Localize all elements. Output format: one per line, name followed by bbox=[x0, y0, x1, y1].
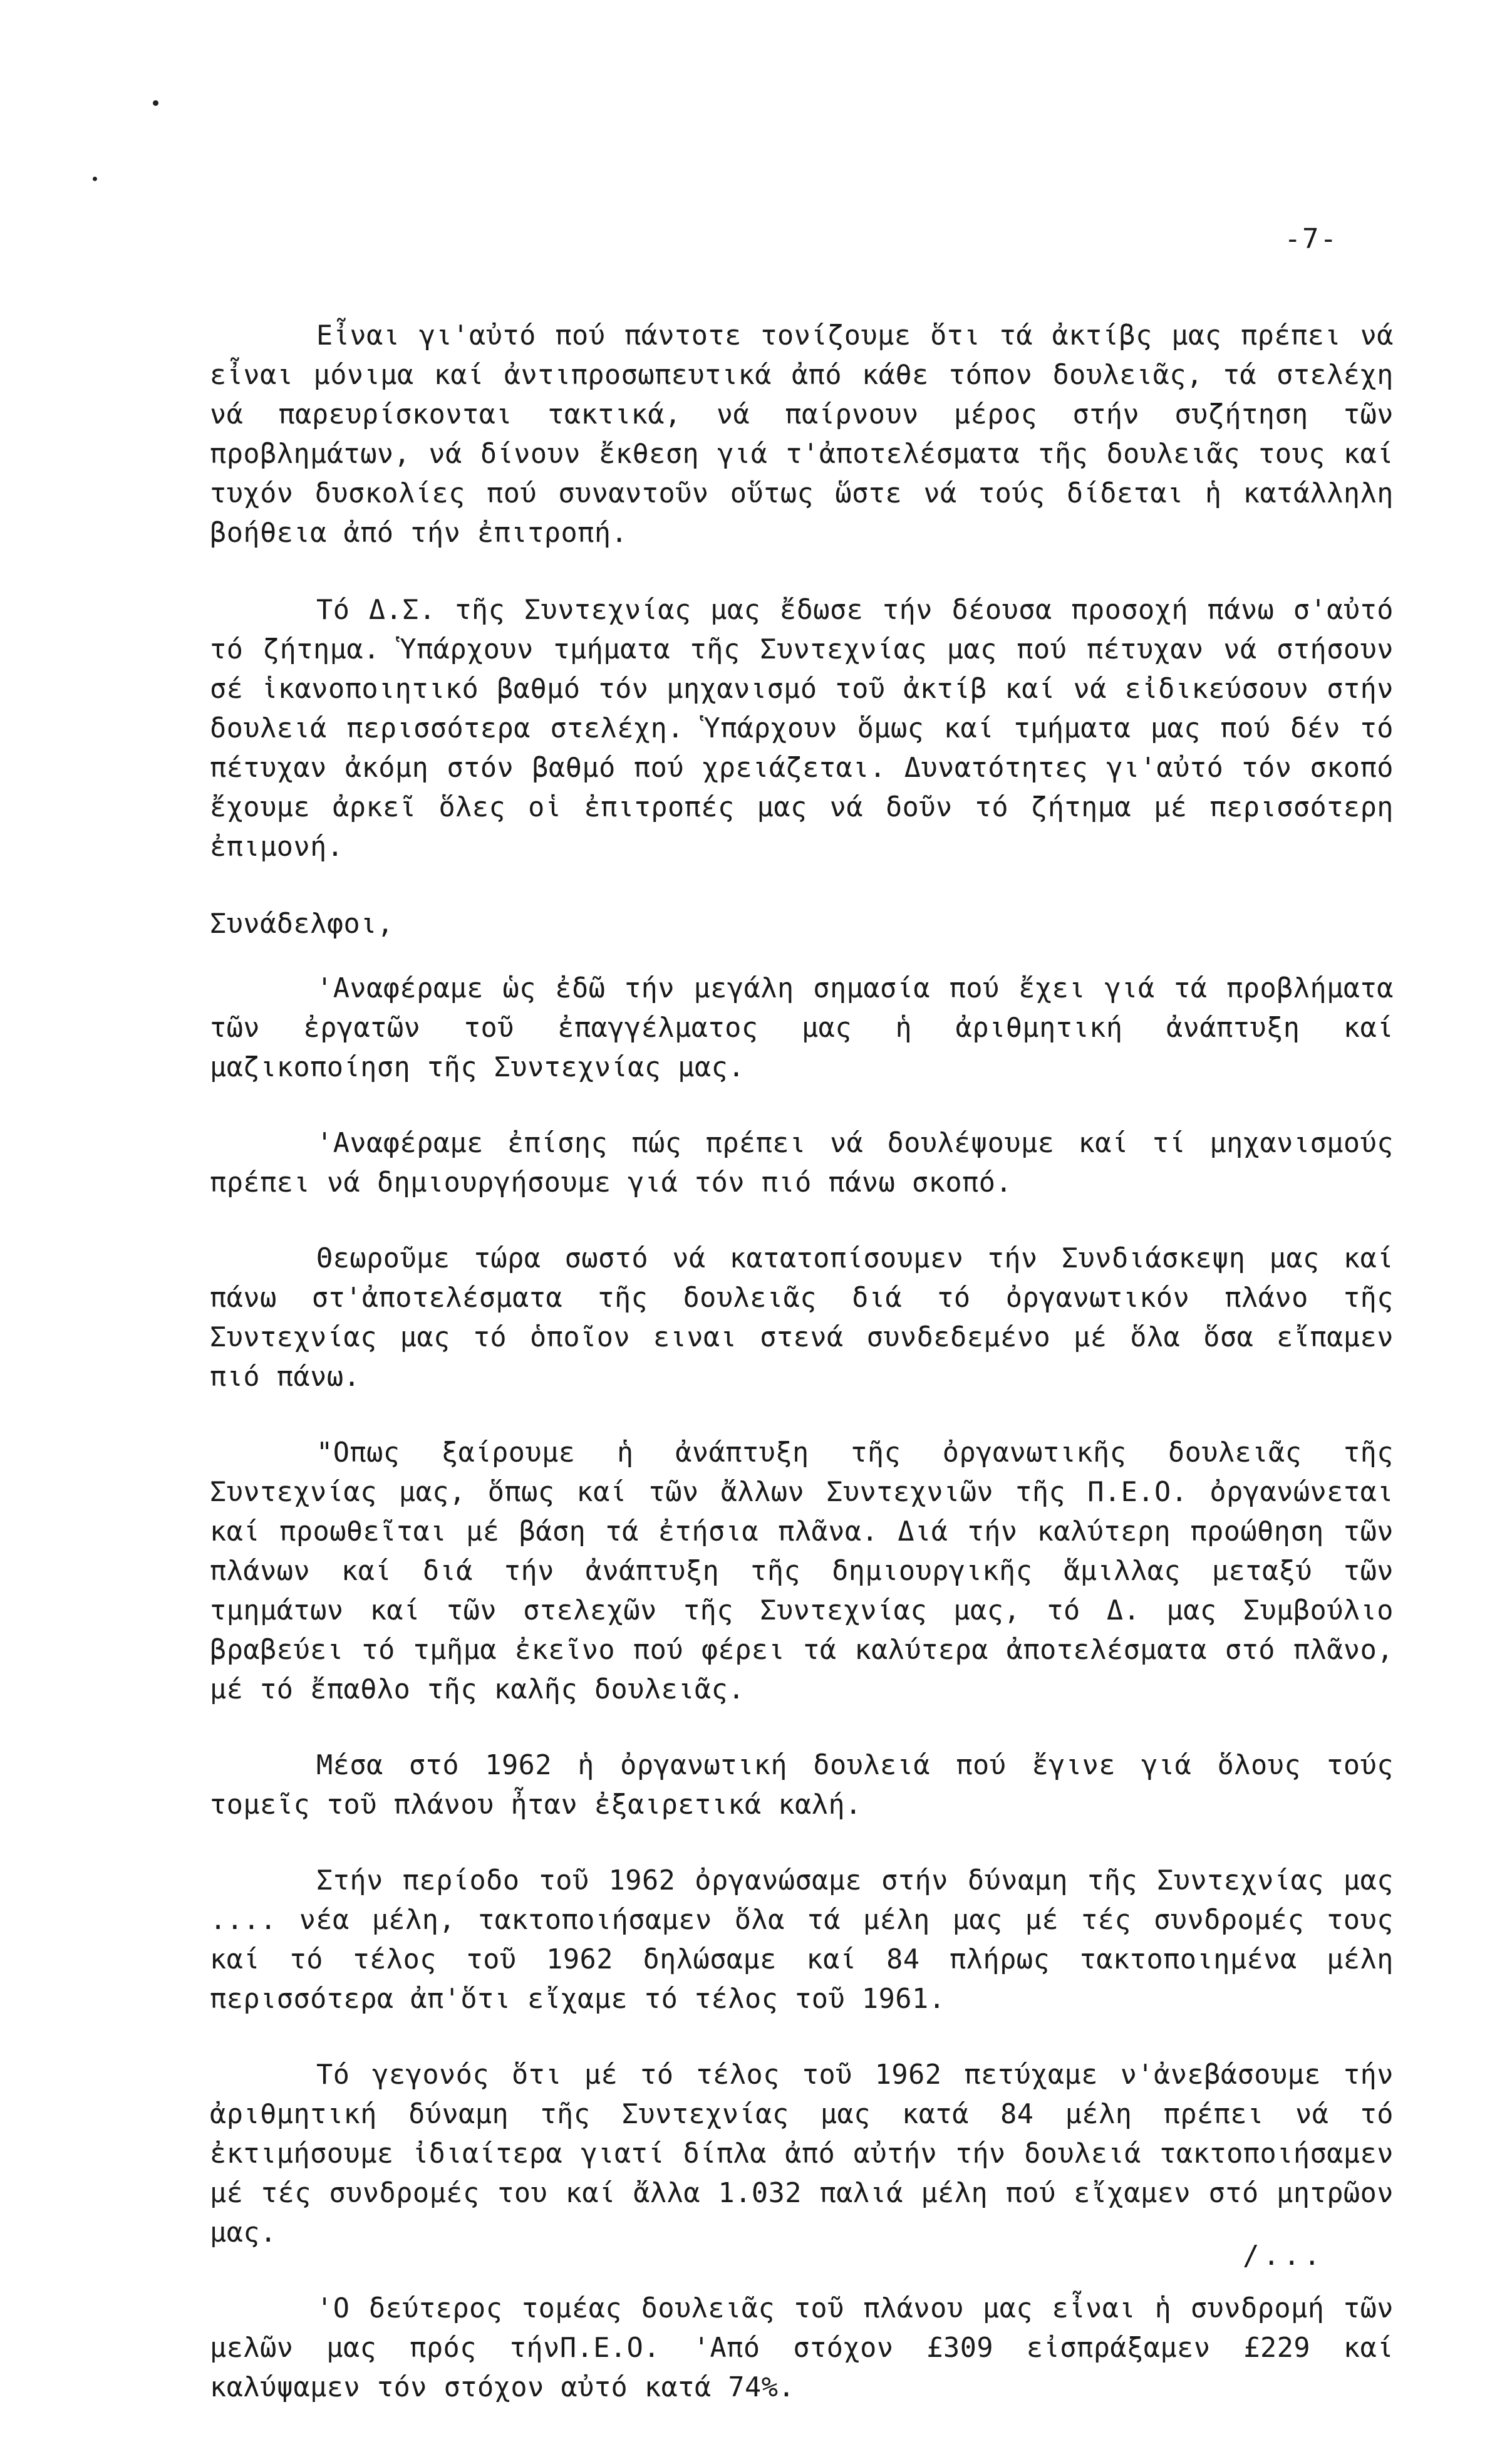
paragraph-organisational-plan: Θεωροῦμε τώρα σωστό νά κατατοπίσουμεν τήν Συνδιάσκεψη μας καί πάνω στ'ἀποτελέσματα τῆς δουλειᾶς διά τό ὀργανωτικόν πλάνο τῆς Συντεχνίας μας τό ὁποῖον ειναι στενά συνδεδεμένο μέ ὅλα ὅσα εἴπαμεν πιό πάνω. bbox=[210, 1243, 1394, 1393]
document-body bbox=[210, 316, 1394, 2444]
paragraph-contributions: 'Ο δεύτερος τομέας δουλειᾶς τοῦ πλάνου μας εἶναι ἡ συνδρομή τῶν μελῶν μας πρός τήνΠ.Ε.Ο. 'Από στόχον £309 εἰσπράξαμεν £229 καί καλύψαμεν τόν στόχον αὐτό κατά 74%. bbox=[210, 2293, 1394, 2403]
paragraph-mechanisms: 'Αναφέραμε ἐπίσης πώς πρέπει νά δουλέψουμε καί τί μηχανισμούς πρέπει νά δημιουργήσουμε γιά τόν πιό πάνω σκοπό. bbox=[210, 1128, 1394, 1198]
paragraph-1962-members: Στήν περίοδο τοῦ 1962 ὀργανώσαμε στήν δύναμη τῆς Συντεχνίας μας .... νέα μέλη, τακτοποιήσαμεν ὅλα τά μέλη μας μέ τές συνδρομές τους καί τό τέλος τοῦ 1962 δηλώσαμε καί 84 πλήρως τακτοποιημένα μέλη περισσότερα ἀπ'ὅτι εἴχαμε τό τέλος τοῦ 1961. bbox=[210, 1865, 1394, 2015]
paragraph-numerical-growth: 'Αναφέραμε ὡς ἐδῶ τήν μεγάλη σημασία πού ἔχει γιά τά προβλήματα τῶν ἐργατῶν τοῦ ἐπαγγέλματος μας ἡ ἀριθμητική ἀνάπτυξη καί μαζικοποίηση τῆς Συντεχνίας μας. bbox=[210, 973, 1394, 1083]
margin-mark bbox=[93, 177, 97, 181]
margin-mark bbox=[153, 100, 158, 106]
paragraph-activists: Εἶναι γι'αὐτό πού πάντοτε τονίζουμε ὅτι τά ἀκτίβς μας πρέπει νά εἶναι μόνιμα καί ἀντιπροσωπευτικά ἀπό κάθε τόπον δουλειᾶς, τά στελέχη νά παρευρίσκονται τακτικά, νά παίρνουν μέρος στήν συζήτηση τῶν προβλημάτων, νά δίνουν ἔκθεση γιά τ'ἀποτελέσματα τῆς δουλειᾶς τους καί τυχόν δυσκολίες πού συναντοῦν οὕτως ὥστε νά τούς δίδεται ἡ κατάλληλη βοήθεια ἀπό τήν ἐπιτροπή. bbox=[210, 320, 1394, 549]
continuation-mark: /... bbox=[1243, 2240, 1324, 2272]
salutation: Συνάδελφοι, bbox=[210, 908, 394, 940]
paragraph-board-attention: Τό Δ.Σ. τῆς Συντεχνίας μας ἔδωσε τήν δέουσα προσοχή πάνω σ'αὐτό τό ζήτημα. Ὑπάρχουν τμήματα τῆς Συντεχνίας μας πού πέτυχαν νά στήσουν σέ ἱκανοποιητικό βαθμό τόν μηχανισμό τοῦ ἀκτίβ καί νά εἰδικεύσουν στήν δουλειά περισσότερα στελέχη. Ὑπάρχουν ὅμως καί τμήματα μας πού δέν τό πέτυχαν ἀκόμη στόν βαθμό πού χρειάζεται. Δυνατότητες γι'αὐτό τόν σκοπό ἔχουμε ἀρκεῖ ὅλες οἱ ἐπιτροπές μας νά δοῦν τό ζήτημα μέ περισσότερη ἐπιμονή. bbox=[210, 595, 1394, 863]
paragraph-1962-work: Μέσα στό 1962 ἡ ὀργανωτική δουλειά πού ἔγινε γιά ὅλους τούς τομεῖς τοῦ πλάνου ἦταν ἐξαιρετικά καλή. bbox=[210, 1750, 1394, 1821]
paragraph-annual-plans: "Οπως ξαίρουμε ἡ ἀνάπτυξη τῆς ὀργανωτικῆς δουλειᾶς τῆς Συντεχνίας μας, ὅπως καί τῶν ἄλλων Συντεχνιῶν τῆς Π.Ε.Ο. ὀργανώνεται καί προωθεῖται μέ βάση τά ἐτήσια πλᾶνα. Διά τήν καλύτερη προώθηση τῶν πλάνων καί διά τήν ἀνάπτυξη τῆς δημιουργικῆς ἅμιλλας μεταξύ τῶν τμημάτων καί τῶν στελεχῶν τῆς Συντεχνίας μας, τό Δ. μας Συμβούλιο βραβεύει τό τμῆμα ἐκεῖνο πού φέρει τά καλύτερα ἀποτελέσματα στό πλᾶνο, μέ τό ἔπαθλο τῆς καλῆς δουλειᾶς. bbox=[210, 1437, 1394, 1705]
paragraph-84-members: Τό γεγονός ὅτι μέ τό τέλος τοῦ 1962 πετύχαμε ν'ἀνεβάσουμε τήν ἀριθμητική δύναμη τῆς Συντεχνίας μας κατά 84 μέλη πρέπει νά τό ἐκτιμήσουμε ἰδιαίτερα γιατί δίπλα ἀπό αὐτήν τήν δουλειά τακτοποιήσαμεν μέ τές συνδρομές του καί ἄλλα 1.032 παλιά μέλη πού εἴχαμεν στό μητρῶον μας. bbox=[210, 2059, 1394, 2249]
page-number: -7- bbox=[1284, 223, 1338, 255]
